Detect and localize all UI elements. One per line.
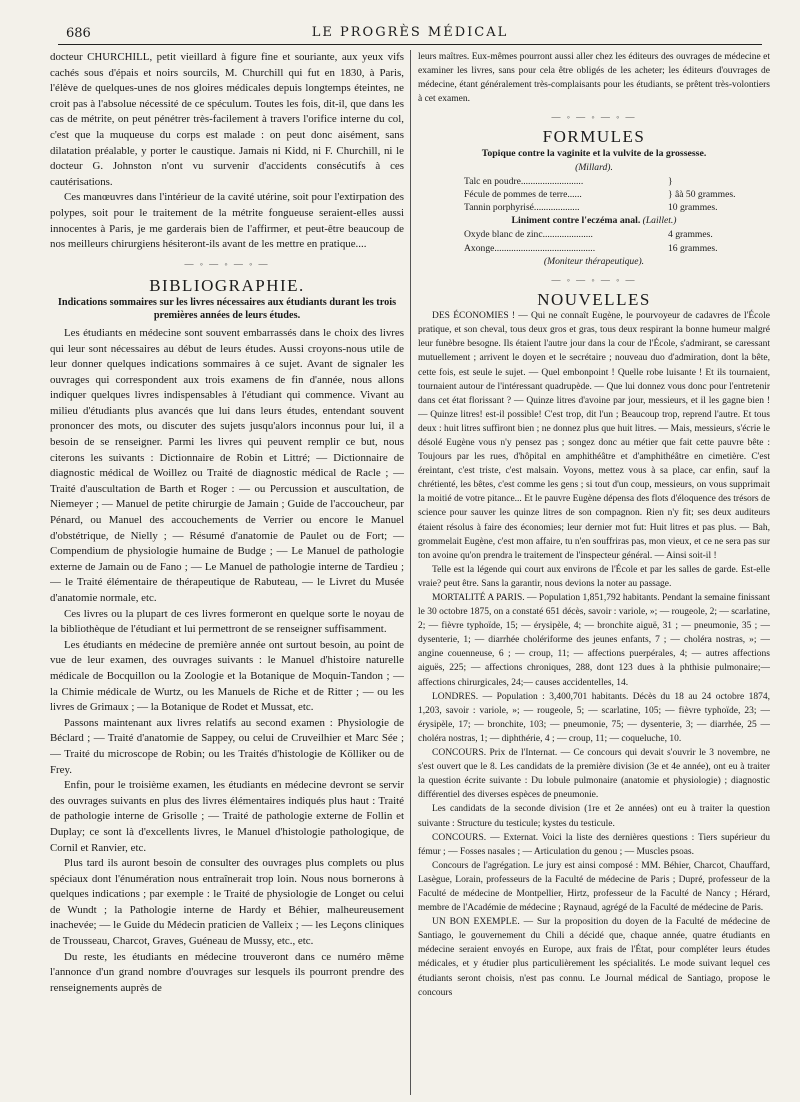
right-column [418,50,770,1095]
news-paragraph: MORTALITÉ A PARIS. — Population 1,851,792 habitants. Pendant la semaine finissant le 30 octobre 1875, on a constaté 651 décès, savoir : variole, »; — rougeole, 2; — scarlatine, 2; — fièvre typhoïde, 15; — érysipèle, 4; — bronchite aiguë, 31 ; — pneumonie, 35 ; — dysenterie, 1; — diarrhée cholériforme des jeunes enfants, 7 ; — choléra nostras, »; — angine couenneuse, 6 ; — croup, 11; — affections puerpérales, 4; — autres affections aiguës, 225; — affections chroniques, 288, dont 123 dues à la phthisie pulmonaire;— affections chirurgicales, 24;— causes accidentelles, 14. [418,593,770,688]
formula-row [418,188,770,201]
formula2-attribution: (Laillet.) [642,215,677,227]
intro-paragraph: Ces manœuvres dans l'intérieur de la cavité utérine, soit pour l'extirpation des polypes, soit pour le traitement de la métrite fongueuse seraient-elles aussi innocentes à Paris, je me garderais bien de l'affirmer, et peut-être beaucoup de nos meilleurs chirurgiens hésiteront-ils avant de les mettre en pratique.... [50,191,404,251]
formula2-title: Liniment contre l'eczéma anal. [511,215,641,227]
biblio-paragraph: Enfin, pour le troisième examen, les étudiants en médecine devront se servir des ouvrages suivants en plus des livres élémentaires indiqués plus haut : Traité de pathologie interne de Grisolle ; — Traité de pathologie externe de Follin et Duplay; ce sont là d'excellents livres, le Manuel d'histologie pathologique, de Cornil et Ranvier, etc. [50,779,404,854]
biblio-paragraph: Plus tard ils auront besoin de consulter des ouvrages plus complets ou plus spéciaux dont l'énumération nous entraînerait trop loin. Nous nous bornerons à quelques indications ; par exemple : le Traité de physiologie de Longet ou celui de Wundt ; la Pathologie interne de Hardy et Béhier, malheureusement inachevée; — le Guide du Médecin praticien de Valleix ; — les Leçons cliniques de Trousseau, Charcot, Graves, Guéneau de Mussy, etc., etc. [50,857,404,948]
bibliography-title: BIBLIOGRAPHIE. [149,276,305,296]
formula1-attribution: (Millard). [575,161,613,173]
section-divider: — ◦ — ◦ — ◦ — [551,274,637,285]
news-paragraph: DES ÉCONOMIES ! — Qui ne connaît Eugène, le pourvoyeur de cadavres de l'École pratique, et son cheval, tous deux gros et gras, tous deux respirant la bonne humeur malgré leur funèbre besogne. Ils étaient l'autre jour dans la cour de l'École, s'admirant, se caressant mutuellement ; arrivent le doyen et le secrétaire ; nouveau duo d'admiration, dont la bête, cette fois, est seule le sujet. — Quel embonpoint ! Quelle robe luisante ! Et ils tournaient, tournaient autour de l'intéressant quadrupède. — Que lui donnez vous donc pour l'entretenir dans cet état florissant ? — Quinze litres d'avoine par jour, messieurs, et il les gagne bien ! — Quinze litres! est-il possible! C'est trop, dit l'un ; Beaucoup trop, reprend l'autre. Et tous deux : huit litres suffiront bien ; ne donnez plus que huit litres. — Mais, messieurs, s'écrie le désolé Eugène vous n'y pensez pas ; songez donc au métier que fait cette pauvre bête : Toujours par les rues, d'hôpital en amphithéâtre et d'amphithéâtre en cimetière. C'est éreintant, c'est triste, c'est malsain. Voyons, mettez vous à sa place, car enfin, sauf la chrétienté, les bêtes, c'est comme les gens ; si tout d'un coup, messieurs, on vous supprimait la moitié de votre pitance... Et le pauvre Eugène dépensa des flots d'éloquence des trésors de science pour sauver les quinze litres de son compagnon. Rien n'y fit; ses deux auditeurs étaient résolus à faire des économies; leur dernier mot fut: Huit litres et pas plus. — Bah, grommelait Eugène, c'est mon affaire, tu n'en souffriras pas, mon vieux, et ce ne sera pas sur ton avoine qu'on prendra le traitement de l'inspecteur général. — Ainsi soit-il ! [418,311,770,561]
formula-ingredient: Oxyde blanc de zinc..................... [464,229,593,241]
formula-quantity: 4 grammes. [668,229,713,241]
page-header [58,22,762,45]
page-number: 686 [66,26,91,41]
intro-paragraph: docteur CHURCHILL, petit vieillard à figure fine et souriante, aux yeux vifs cachés sous d'épais et noirs sourcils, M. Churchill qui fut en 1830, à Paris, l'élève de quelques-unes de nos gloires médicales depuis longtemps éteintes, ne croit pas à l'absolue nécessité de ce spéculum. Toutes les fois, dit-il, que dans les cas de métrite, on peut pénétrer très-facilement à travers l'orifice interne du col, c'est que la muqueuse du corps est malade : on peut donc aisément, sans dilatation préalable, y porter le caustique. Jamais ni Kidd, ni F. Churchill, ni le docteur G. Johnston n'ont vu survenir d'accidents consécutifs à ces cautérisations. [50,51,404,188]
news-paragraph: LONDRES. — Population : 3,400,701 habitants. Décès du 18 au 24 octobre 1874, 1,203, savoir : variole, »; — rougeole, 5; — scarlatine, 105; — fièvre typhoïde, 23; — érysipèle, 17; — bronchite, 103; — pneumonie, 75; — dysenterie, 3; — diarrhée, 25 — choléra nostras, 1; — diphthérie, 4 ; — croup, 11; — coqueluche, 10. [418,691,770,744]
formulas-title: FORMULES [542,127,646,147]
news-paragraph: UN BON EXEMPLE. — Sur la proposition du doyen de la Faculté de médecine de Santiago, le gouvernement du Chili a décidé que, chaque année, quatre étudiants en médecine seraient envoyés en Europe, aux frais de l'État, pour compléter leurs études médicales, et y étudier plus particulièrement les spécialités. Le mode suivant lequel ces étudiants seront choisis, n'est pas connu. Le Journal médical de Santiago, propose le concours [418,917,770,998]
biblio-paragraph: Les étudiants en médecine sont souvent embarrassés dans le choix des livres qui leur sont nécessaires au début de leurs études. Aussi croyons-nous utile de leur donner quelques indications sommaires à ce sujet. Avant de signaler les ouvrages qui correspondent aux trois examens de fin d'année, nous allons indiquer quelques livres indispensables à l'étudiant qui commence. Vivant au milieu d'étudiants plus avancés que lui dans leurs études, entendant souvent prononcer des mots, ou discuter des sujets jusqu'alors inconnus pour lui, il a besoin de se renseigner. Parmi les livres qui peuvent remplir ce but, nous citerons les suivants : Dictionnaire de Robin et Littré; — Dictionnaire de diagnostic médical de Woillez ou Traité de diagnostic médical de Racle ; — Traité d'auscultation de Barth et Roger : — ou Percussion et auscultation, de Niemeyer ; — Manuel de petite chirurgie de Jamain ; Guide de l'accoucheur, par Pénard, ou Manuel des accouchements de Verrier ou encore le Manuel d'obstétrique, de Nielly ; — Résumé d'anatomie de Paulet ou de Fort; — Compendium de physiologie humaine de Budge ; — Le Manuel de pathologie externe de Jamain ou de Fano ; — Le Manuel de pathologie interne de Tardieu ; — le Traité élémentaire de thérapeutique de Rabuteau, — le Livret du Musée d'anatomie normale, etc. [50,326,404,604]
formula-row [418,201,770,214]
biblio-paragraph: Ces livres ou la plupart de ces livres formeront en quelque sorte le noyau de la bibliothèque de l'étudiant et lui permettront de se renseigner suffisamment. [50,607,404,636]
formula-row [418,228,770,241]
column-rule [410,50,411,1095]
biblio-paragraph: Passons maintenant aux livres relatifs au second examen : Physiologie de Béclard ; — Traité d'anatomie de Sappey, ou celui de Cruveilhier et Marc Sée ; — Traité du microscope de Robin; ou les Traités d'histologie de Kölliker ou de Frey. [50,716,404,776]
running-title: LE PROGRÈS MÉDICAL [311,25,509,40]
biblio-paragraph: Du reste, les étudiants en médecine trouveront dans ce numéro même l'annonce d'un grand nombre d'ouvrages sur lesquels ils pourront prendre des renseignements auprès de [50,950,404,994]
formula1-title: Topique contre la vaginite et la vulvite de la grossesse. [481,147,707,159]
news-paragraph: CONCOURS. Prix de l'Internat. — Ce concours qui devait s'ouvrir le 3 novembre, ne s'est ouvert que le 8. Les candidats de la première division (3e et 4e année), ont eu à traiter la question écrite suivante : Du lobule pulmonaire (anatomie et physiologie) ; diagnostic différentiel des diverses espèces de pneumonie. [418,748,770,801]
formula-ingredient: Fécule de pommes de terre...... [464,188,582,200]
formula-row [418,242,770,255]
bibliography-subtitle: Indications sommaires sur les livres nécessaires aux étudiants durant les trois premières années de leurs études. [57,296,397,321]
formula-quantity: 10 grammes. [668,202,718,214]
news-paragraph: Les candidats de la seconde division (1re et 2e années) ont eu à traiter la question suivante : Structure du testicule; kystes du testicule. [418,804,770,829]
section-divider: — ◦ — ◦ — ◦ — [184,258,270,269]
news-paragraph: CONCOURS. — Externat. Voici la liste des dernières questions : Tiers supérieur du fémur ; — Fosses nasales ; — Articulation du genou ; — Muscles psoas. [418,832,770,857]
news-paragraph: Concours de l'agrégation. Le jury est ainsi composé : MM. Béhier, Charcot, Chauffard, Lasègue, Lorain, professeurs de la Faculté de médecine de Paris ; Dupré, professeur de la Faculté de médecine de Montpellier, Hirtz, professeur de la Faculté de Nancy ; Hérard, membre de l'Académie de médecine ; Raynaud, agrégé de la Faculté de médecine de Paris. [418,860,770,914]
formula2-source: (Moniteur thérapeutique). [543,255,645,267]
continuation-paragraph: leurs maîtres. Eux-mêmes pourront aussi aller chez les éditeurs des ouvrages de médecine et examiner les livres, sans pour cela être obligés de les acheter; les éditeurs d'ouvrages de médecine, étant généralement très-complaisants pour les étudiants, se prêtent très-volontiers à cet examen. [418,52,770,105]
formula-ingredient: Tannin porphyrisé................... [464,202,580,214]
news-paragraph: Telle est la légende qui court aux environs de l'École et par les salles de garde. Est-elle vraie? peut être. Sans la garantir, nous devions la noter au passage. [418,564,770,589]
formula-quantity: 16 grammes. [668,242,718,254]
news-title: NOUVELLES [537,290,651,310]
formula-ingredient: Talc en poudre.......................... [464,175,584,187]
biblio-paragraph: Les étudiants en médecine de première année ont surtout besoin, au point de vue de leur examen, des ouvrages suivants : le Manuel d'histoire naturelle médicale de Bocquillon ou la Zoologie et la Botanique de Moquin-Tandon ; — la Chimie médicale de Wurtz, ou les Manuels de Riche et de Ritter ; — ou les livres de Grimaux ; — la Botanique de Rodet et Mussat, etc. [50,638,404,714]
formula-quantity: } [668,175,673,187]
formula-row [418,175,770,188]
formula-ingredient: Axonge.......................................... [464,242,596,254]
section-divider: — ◦ — ◦ — ◦ — [551,112,637,123]
formula-quantity: } âà 50 grammes. [668,188,736,200]
left-column [50,50,404,1095]
